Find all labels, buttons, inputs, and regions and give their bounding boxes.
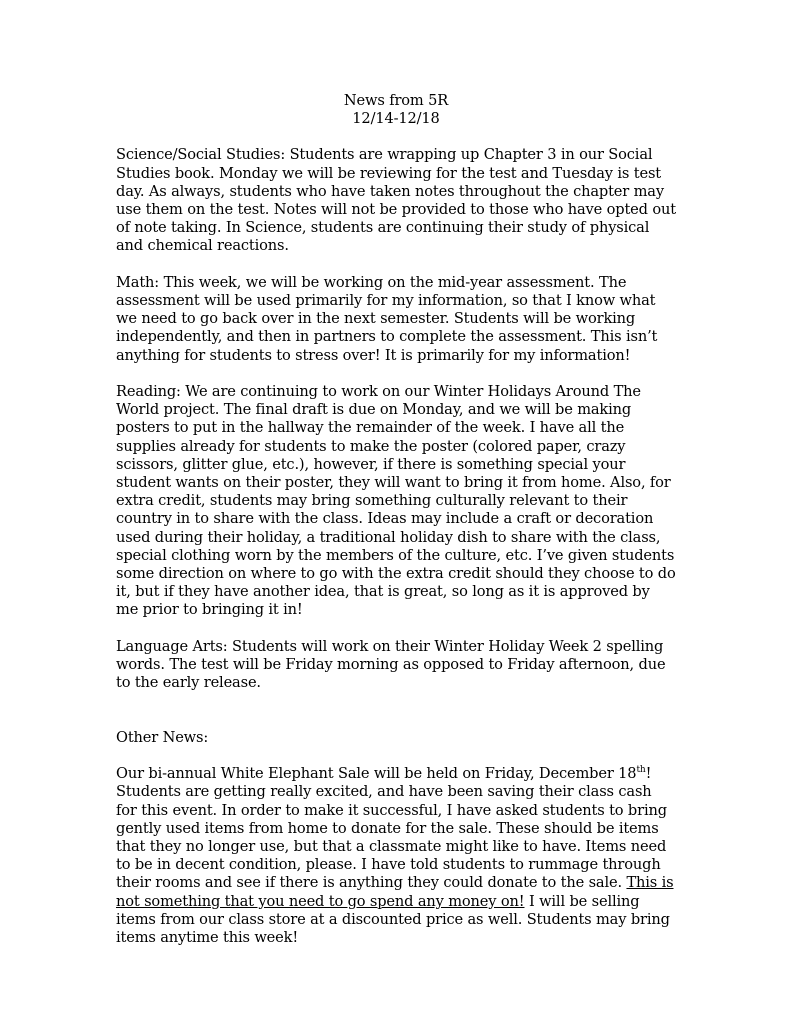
other-news-text-start: Our bi-annual White Elephant Sale will be held on Friday, December 18 xyxy=(116,765,637,783)
science-section: Science/Social Studies: Students are wrapping up Chapter 3 in our Social Studies book. Monday we will be reviewing for the test and Tuesday is test day. As always, students who have taken notes throughout the chapter may use them on the test. Notes will not be provided to those who have opted out of note taking. In Science, students are continuing their study of physical and chemical reactions. xyxy=(116,146,676,255)
reading-section: Reading: We are continuing to work on our Winter Holidays Around The World project. The final draft is due on Monday, and we will be making posters to put in the hallway the remainder of the week. I have all the supplies already for students to make the poster (colored paper, crazy scissors, glitter glue, etc.), however, if there is something special your student wants on their poster, they will want to bring it from home. Also, for extra credit, students may bring something culturally relevant to their country in to share with the class. Ideas may include a craft or decoration used during their holiday, a traditional holiday dish to share with the class, special clothing worn by the members of the culture, etc. I’ve given students some direction on where to go with the extra credit should they choose to do it, but if they have another idea, that is great, so long as it is approved by me prior to bringing it in! xyxy=(116,383,676,619)
language-arts-section: Language Arts: Students will work on their Winter Holiday Week 2 spelling words. The test will be Friday morning as opposed to Friday afternoon, due to the early release. xyxy=(116,637,666,692)
section-spacer xyxy=(116,711,676,729)
other-news-text-middle: ! Students are getting really excited, and have been saving their class cash for this event. In order to make it successful, I have asked students to bring gently used items from home to donate for the sale. These should be items that they no longer use, but that a classmate might like to have. Items need to be in decent condition, please. I have told students to rummage through their rooms and see if there is anything they could donate to the sale. xyxy=(116,765,667,892)
other-news-heading: Other News: xyxy=(116,728,209,746)
other-news-text-end: I will be selling items from our class store at a discounted price as well. Students may bring items anytime this week! xyxy=(116,892,670,947)
math-section: Math: This week, we will be working on the mid-year assessment. The assessment will be used primarily for my information, so that I know what we need to go back over in the next semester. Students will be working independently, and then in partners to complete the assessment. This isn’t anything for students to stress over! It is primarily for my information! xyxy=(116,273,658,364)
other-news-paragraph xyxy=(116,765,676,947)
newsletter-title: News from 5R xyxy=(343,92,449,109)
newsletter-page xyxy=(116,92,676,965)
underlined-note: This is not something that you need to go spend any money on! xyxy=(116,874,674,910)
newsletter-header xyxy=(116,92,676,128)
newsletter-dates: 12/14-12/18 xyxy=(352,110,440,128)
date-superscript: th xyxy=(636,765,646,776)
